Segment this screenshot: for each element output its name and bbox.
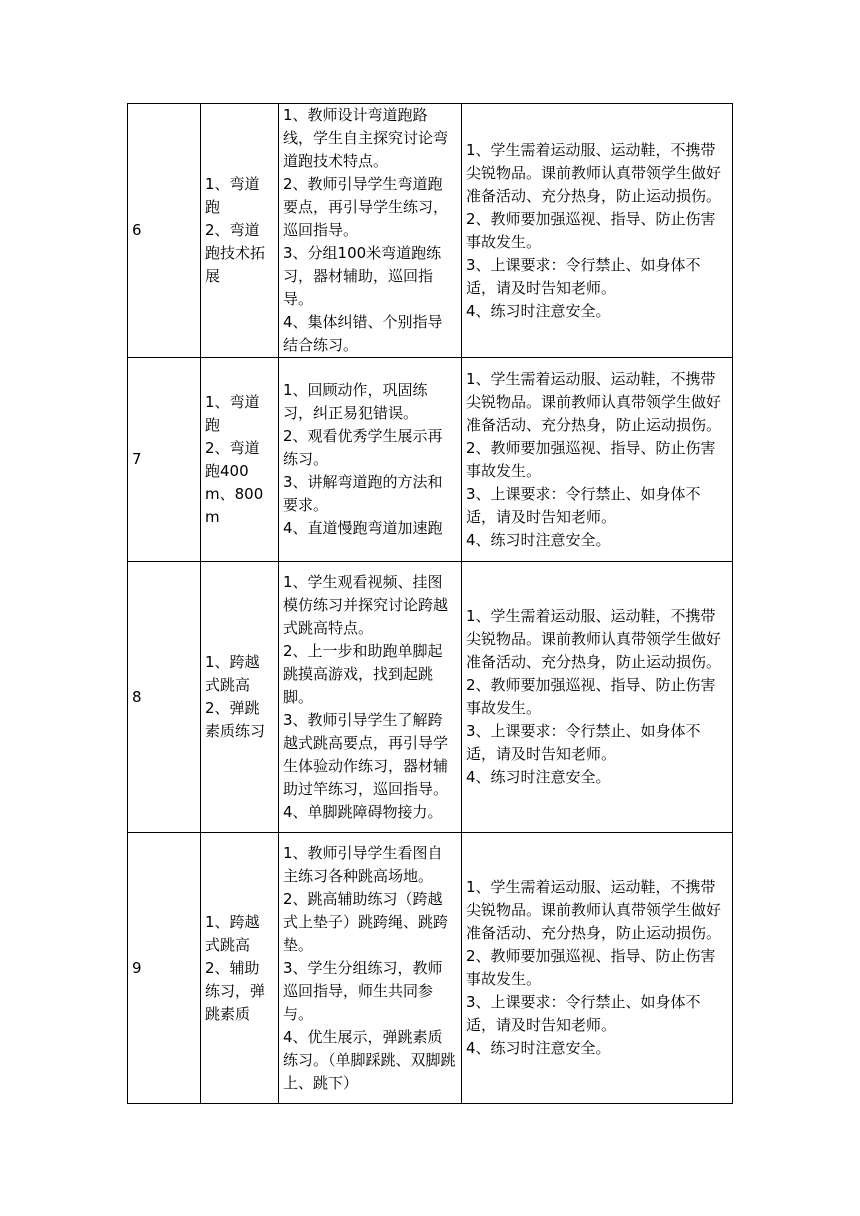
requirement-line: 3、上课要求：令行禁止、如身体不适，请及时告知老师。	[466, 484, 701, 526]
requirement-line: 2、教师要加强巡视、指导、防止伤害事故发生。	[466, 209, 716, 251]
process-line: 1、学生观看视频、挂图模仿练习并探究讨论跨越式跳高特点。	[283, 572, 449, 637]
requirement-line: 2、教师要加强巡视、指导、防止伤害事故发生。	[466, 947, 716, 988]
process-line: 2、教师引导学生弯道跑要点，再引导学生练习，巡回指导。	[283, 175, 449, 239]
process-line: 2、观看优秀学生展示再练习。	[283, 427, 443, 468]
topic-cell	[201, 562, 279, 833]
process-cell	[279, 104, 462, 358]
process-cell	[279, 358, 462, 562]
requirement-line: 1、学生需着运动服、运动鞋，不携带尖锐物品。课前教师认真带领学生做好准备活动、充分热身，防止运动损伤。	[466, 369, 722, 434]
requirement-line: 4、练习时注意安全。	[466, 301, 611, 320]
table-row	[128, 562, 733, 833]
requirement-line: 1、学生需着运动服、运动鞋，不携带尖锐物品。课前教师认真带领学生做好准备活动、充分热身，防止运动损伤。	[466, 140, 722, 205]
topic-line: 2、弯道跑400m、800m	[205, 438, 264, 526]
table-row	[128, 358, 733, 562]
process-line: 2、跳高辅助练习（跨越式上垫子）跳跨绳、跳跨垫。	[283, 889, 449, 954]
requirement-line: 4、练习时注意安全。	[466, 1039, 611, 1057]
requirement-line: 1、学生需着运动服、运动鞋，不携带尖锐物品。课前教师认真带领学生做好准备活动、充分热身，防止运动损伤。	[466, 607, 722, 671]
topic-line: 1、跨越式跳高	[205, 912, 260, 954]
topic-cell	[201, 833, 279, 1104]
process-line: 2、上一步和助跑单脚起跳摸高游戏，找到起跳脚。	[283, 641, 443, 706]
requirements-cell	[462, 358, 733, 562]
table-row	[128, 833, 733, 1104]
topic-line: 1、跨越式跳高	[205, 653, 260, 694]
process-line: 3、讲解弯道跑的方法和要求。	[283, 473, 443, 514]
requirement-line: 3、上课要求：令行禁止、如身体不适，请及时告知老师。	[466, 993, 701, 1034]
requirement-line: 2、教师要加强巡视、指导、防止伤害事故发生。	[466, 438, 716, 480]
requirement-line: 3、上课要求：令行禁止、如身体不适，请及时告知老师。	[466, 255, 701, 297]
topic-line: 2、弯道跑技术拓展	[205, 221, 266, 285]
topic-line: 1、弯道跑	[205, 175, 260, 216]
process-line: 4、直道慢跑弯道加速跑	[283, 519, 443, 537]
topic-line: 2、弹跳素质练习	[205, 699, 266, 740]
requirement-line: 4、练习时注意安全。	[466, 768, 611, 786]
week-cell: 7	[128, 358, 201, 562]
process-line: 3、分组100米弯道跑练习，器材辅助，巡回指导。	[283, 244, 442, 308]
topic-cell	[201, 104, 279, 358]
process-line: 3、教师引导学生了解跨越式跳高要点，再引导学生体验动作练习，器材辅助过竿练习，巡回指导。	[283, 710, 449, 798]
process-line: 4、优生展示，弹跳素质练习。（单脚踩跳、双脚跳上、跳下）	[283, 1027, 456, 1092]
requirements-cell	[462, 104, 733, 358]
topic-line: 1、弯道跑	[205, 392, 260, 434]
process-line: 4、单脚跳障碍物接力。	[283, 802, 443, 821]
requirements-cell	[462, 833, 733, 1104]
requirement-line: 1、学生需着运动服、运动鞋，不携带尖锐物品。课前教师认真带领学生做好准备活动、充分热身，防止运动损伤。	[466, 878, 722, 942]
week-cell: 8	[128, 562, 201, 833]
process-line: 1、回顾动作，巩固练习，纠正易犯错误。	[283, 381, 428, 422]
topic-cell	[201, 358, 279, 562]
requirements-cell	[462, 562, 733, 833]
table-row	[128, 104, 733, 358]
week-cell: 9	[128, 833, 201, 1104]
requirement-line: 4、练习时注意安全。	[466, 530, 611, 549]
process-line: 1、教师设计弯道跑路线，学生自主探究讨论弯道跑技术特点。	[283, 106, 449, 170]
topic-line: 2、辅助练习，弹跳素质	[205, 958, 266, 1023]
process-line: 4、集体纠错、个别指导结合练习。	[283, 313, 443, 354]
process-cell	[279, 562, 462, 833]
requirement-line: 2、教师要加强巡视、指导、防止伤害事故发生。	[466, 676, 716, 717]
week-cell: 6	[128, 104, 201, 358]
requirement-line: 3、上课要求：令行禁止、如身体不适，请及时告知老师。	[466, 722, 701, 763]
lesson-plan-table	[127, 103, 733, 1104]
process-cell	[279, 833, 462, 1104]
process-line: 1、教师引导学生看图自主练习各种跳高场地。	[283, 843, 443, 885]
process-line: 3、学生分组练习，教师巡回指导，师生共同参与。	[283, 958, 443, 1023]
